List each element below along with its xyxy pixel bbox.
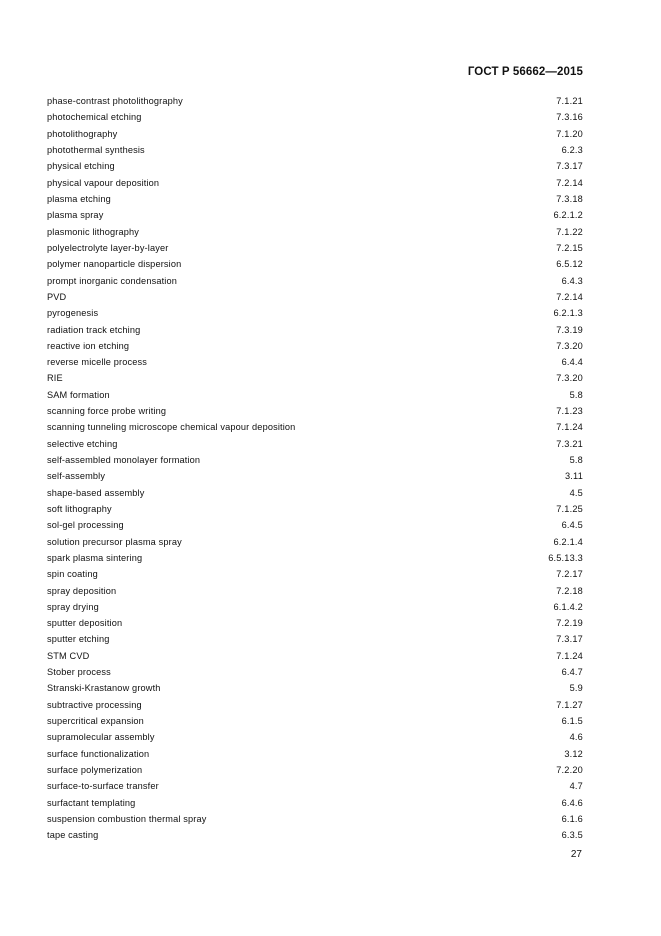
index-entry	[47, 501, 583, 517]
index-term: self-assembled monolayer formation	[47, 455, 201, 466]
index-reference: 6.2.3	[561, 145, 583, 156]
index-entry	[47, 827, 583, 843]
index-reference: 6.4.3	[561, 275, 583, 286]
index-term: suspension combustion thermal spray	[47, 813, 207, 824]
index-reference: 7.2.20	[556, 764, 583, 775]
index-reference: 4.5	[569, 487, 583, 498]
index-term: phase-contrast photolithography	[47, 96, 183, 107]
index-entry	[47, 93, 583, 109]
index-term: reverse micelle process	[47, 357, 147, 368]
index-entry	[47, 109, 583, 125]
index-term: surface functionalization	[47, 748, 150, 759]
document-header	[468, 66, 583, 78]
index-term: SAM formation	[47, 389, 110, 400]
index-reference: 7.1.20	[556, 128, 583, 139]
index-term: self-assembly	[47, 471, 106, 482]
index-term: PVD	[47, 291, 67, 302]
index-term: subtractive processing	[47, 699, 142, 710]
index-reference: 7.3.20	[556, 373, 583, 384]
index-term: photolithography	[47, 128, 118, 139]
index-reference: 6.2.1.3	[553, 308, 583, 319]
index-entry	[47, 468, 583, 484]
index-term: pyrogenesis	[47, 308, 99, 319]
index-term: polymer nanoparticle dispersion	[47, 259, 182, 270]
index-term: sol-gel processing	[47, 520, 124, 531]
index-reference: 6.1.6	[561, 813, 583, 824]
index-term: prompt inorganic condensation	[47, 275, 177, 286]
index-term: soft lithography	[47, 503, 112, 514]
index-entry	[47, 778, 583, 794]
index-reference: 6.1.5	[561, 716, 583, 727]
index-entry	[47, 680, 583, 696]
index-entry	[47, 599, 583, 615]
index-reference: 7.1.23	[556, 406, 583, 417]
index-reference: 7.3.17	[556, 634, 583, 645]
index-term: surfactant templating	[47, 797, 136, 808]
index-reference: 4.6	[569, 732, 583, 743]
index-entry	[47, 126, 583, 142]
index-entry	[47, 485, 583, 501]
index-entry	[47, 615, 583, 631]
index-term: spark plasma sintering	[47, 552, 143, 563]
index-term: solution precursor plasma spray	[47, 536, 182, 547]
index-term: surface-to-surface transfer	[47, 781, 159, 792]
index-entry	[47, 517, 583, 533]
index-term: tape casting	[47, 830, 99, 841]
index-term: physical vapour deposition	[47, 177, 160, 188]
index-reference: 7.3.21	[556, 438, 583, 449]
index-entry	[47, 664, 583, 680]
index-entry	[47, 191, 583, 207]
index-term: Stober process	[47, 667, 111, 678]
index-entry	[47, 321, 583, 337]
index-entry	[47, 713, 583, 729]
index-reference: 7.1.24	[556, 422, 583, 433]
index-term: spray deposition	[47, 585, 117, 596]
index-entry	[47, 582, 583, 598]
index-reference: 6.4.5	[561, 520, 583, 531]
index-entry	[47, 436, 583, 452]
index-entry	[47, 794, 583, 810]
index-term: supramolecular assembly	[47, 732, 155, 743]
index-reference: 5.8	[569, 455, 583, 466]
index-reference: 7.1.24	[556, 650, 583, 661]
index-reference: 3.11	[565, 471, 583, 482]
index-reference: 7.3.17	[556, 161, 583, 172]
index-entry	[47, 811, 583, 827]
index-entry	[47, 338, 583, 354]
index-entry	[47, 403, 583, 419]
index-term: sputter etching	[47, 634, 110, 645]
terms-index-list	[47, 93, 583, 843]
index-reference: 7.3.20	[556, 340, 583, 351]
index-reference: 6.5.13.3	[548, 552, 583, 563]
index-term: surface polymerization	[47, 764, 143, 775]
index-entry	[47, 224, 583, 240]
index-entry	[47, 305, 583, 321]
index-entry	[47, 550, 583, 566]
index-reference: 6.4.6	[561, 797, 583, 808]
index-reference: 6.1.4.2	[553, 601, 583, 612]
index-entry	[47, 175, 583, 191]
index-term: plasma spray	[47, 210, 104, 221]
index-reference: 7.2.14	[556, 291, 583, 302]
index-entry	[47, 387, 583, 403]
index-term: selective etching	[47, 438, 118, 449]
index-term: plasma etching	[47, 194, 111, 205]
index-reference: 7.3.16	[556, 112, 583, 123]
index-reference: 6.2.1.2	[553, 210, 583, 221]
index-term: physical etching	[47, 161, 115, 172]
index-entry	[47, 533, 583, 549]
index-term: supercritical expansion	[47, 716, 144, 727]
index-term: Stranski-Krastanow growth	[47, 683, 161, 694]
index-term: spin coating	[47, 569, 98, 580]
index-reference: 7.2.14	[556, 177, 583, 188]
index-term: shape-based assembly	[47, 487, 145, 498]
index-reference: 6.5.12	[556, 259, 583, 270]
index-entry	[47, 370, 583, 386]
index-entry	[47, 729, 583, 745]
index-reference: 7.2.19	[556, 618, 583, 629]
index-entry	[47, 272, 583, 288]
index-reference: 4.7	[569, 781, 583, 792]
index-term: STM CVD	[47, 650, 90, 661]
index-reference: 7.1.21	[556, 96, 583, 107]
index-reference: 7.1.22	[556, 226, 583, 237]
index-term: scanning tunneling microscope chemical vapour deposition	[47, 422, 296, 433]
index-term: polyelectrolyte layer-by-layer	[47, 242, 169, 253]
index-reference: 5.9	[569, 683, 583, 694]
index-entry	[47, 158, 583, 174]
index-entry	[47, 142, 583, 158]
index-entry	[47, 452, 583, 468]
index-reference: 3.12	[564, 748, 583, 759]
index-entry	[47, 256, 583, 272]
index-reference: 5.8	[569, 389, 583, 400]
index-reference: 6.2.1.4	[553, 536, 583, 547]
index-entry	[47, 289, 583, 305]
index-entry	[47, 419, 583, 435]
index-term: RIE	[47, 373, 63, 384]
index-reference: 7.1.27	[556, 699, 583, 710]
index-reference: 6.4.7	[561, 667, 583, 678]
index-entry	[47, 746, 583, 762]
index-entry	[47, 240, 583, 256]
index-term: scanning force probe writing	[47, 406, 167, 417]
index-term: photochemical etching	[47, 112, 142, 123]
index-term: sputter deposition	[47, 618, 123, 629]
index-term: radiation track etching	[47, 324, 141, 335]
index-entry	[47, 566, 583, 582]
page-number: 27	[570, 849, 582, 860]
index-reference: 6.4.4	[561, 357, 583, 368]
standard-number: ГОСТ Р 56662—2015	[467, 66, 583, 78]
index-term: spray drying	[47, 601, 99, 612]
index-reference: 7.1.25	[556, 503, 583, 514]
index-entry	[47, 354, 583, 370]
index-entry	[47, 648, 583, 664]
index-reference: 7.3.19	[556, 324, 583, 335]
index-reference: 7.2.17	[556, 569, 583, 580]
index-reference: 7.2.15	[556, 242, 583, 253]
index-reference: 7.2.18	[556, 585, 583, 596]
index-reference: 7.3.18	[556, 194, 583, 205]
index-entry	[47, 631, 583, 647]
index-entry	[47, 207, 583, 223]
index-reference: 6.3.5	[561, 830, 583, 841]
index-entry	[47, 762, 583, 778]
index-term: photothermal synthesis	[47, 145, 145, 156]
index-term: plasmonic lithography	[47, 226, 140, 237]
index-term: reactive ion etching	[47, 340, 130, 351]
index-entry	[47, 697, 583, 713]
